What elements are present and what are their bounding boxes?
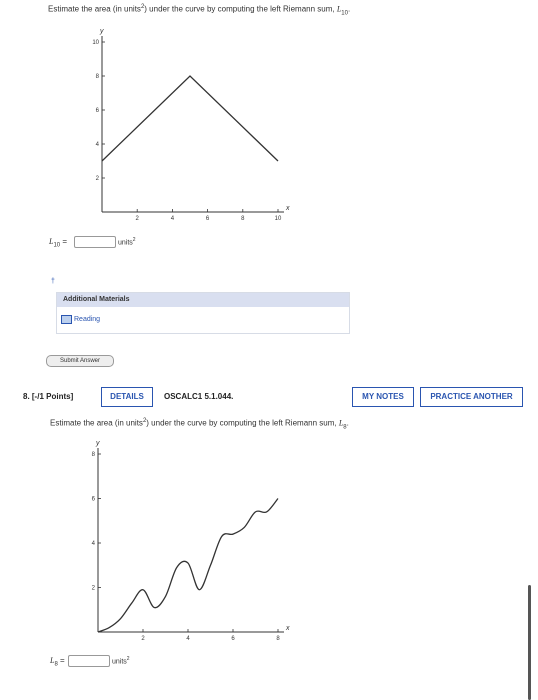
q7-answer-sub: 10	[53, 242, 61, 249]
q7-prompt-text-2: ) under the curve by computing the left Riemann sum,	[144, 4, 335, 14]
q7-graph	[60, 24, 300, 234]
book-icon	[61, 315, 72, 324]
q8-code: OSCALC1 5.1.044.	[164, 392, 234, 401]
reading-link-text[interactable]: Reading	[74, 316, 101, 323]
y-tick-label: 6	[95, 108, 99, 114]
x-tick-label: 8	[241, 216, 245, 222]
q8-units-sup: 2	[126, 656, 130, 662]
details-button[interactable]: DETAILS	[101, 387, 153, 407]
x-tick-label: 6	[205, 216, 210, 222]
page-scrollbar[interactable]	[528, 585, 531, 700]
y-tick-label: 8	[95, 74, 99, 80]
y-tick-label: 4	[95, 142, 99, 148]
y-axis-label: y	[96, 440, 100, 447]
q8-answer-eq: =	[60, 656, 65, 665]
q7-prompt: Estimate the area (in units$^2$) under the curve by computing the left Riemann sum, $L_{10}$.	[48, 4, 351, 17]
q7-answer-sym: L	[49, 237, 54, 246]
q7-answer-label	[49, 237, 67, 249]
q7-sum-sub: 10	[341, 10, 348, 17]
q7-prompt-text: Estimate the area (in units	[48, 4, 141, 14]
q8-sum-sub: 8	[343, 424, 347, 431]
y-tick-label: 10	[92, 40, 99, 46]
x-tick-label: 6	[231, 636, 235, 642]
y-tick-label: 6	[91, 496, 95, 503]
q7-units-sup: 2	[132, 237, 136, 243]
x-axis-label: x	[286, 625, 290, 632]
y-tick-label: 2	[91, 585, 95, 592]
q8-prompt-sup: 2	[142, 418, 147, 424]
q8-answer-label	[50, 656, 65, 668]
q8-prompt-text: Estimate the area (in units	[50, 418, 143, 428]
x-tick-label: 4	[186, 636, 190, 642]
q8-prompt-text-2: ) under the curve by computing the left Riemann sum,	[146, 418, 337, 428]
x-tick-label: 4	[170, 216, 175, 222]
my-notes-button[interactable]: MY NOTES	[352, 387, 414, 407]
q7-prompt-sup: 2	[140, 4, 145, 10]
curve-line	[102, 76, 278, 161]
x-tick-label: 8	[276, 636, 280, 642]
q7-units-text: units	[118, 239, 133, 247]
q7-answer-input[interactable]	[74, 236, 116, 248]
y-tick-label: 4	[91, 541, 95, 547]
q8-units	[112, 656, 130, 665]
y-axis-label: y	[100, 28, 104, 35]
curve-line	[98, 499, 278, 633]
submit-answer-button[interactable]: Submit Answer	[46, 355, 114, 367]
q8-answer-input[interactable]	[68, 655, 110, 667]
q8-answer-sub: 8	[54, 661, 58, 668]
x-tick-label: 2	[141, 636, 145, 642]
y-tick-label: 2	[95, 176, 99, 182]
additional-materials-panel	[56, 292, 350, 334]
y-tick-label: 8	[91, 452, 95, 458]
q7-answer-eq: =	[62, 237, 68, 246]
q7-units	[118, 237, 136, 246]
x-tick-label: 10	[274, 216, 282, 222]
q7-sum-symbol: L	[336, 4, 342, 14]
q8-prompt: Estimate the area (in units$^2$) under the curve by computing the left Riemann sum, $L_8$.	[50, 418, 349, 431]
q8-answer-sym: L	[50, 656, 55, 665]
practice-another-button[interactable]: PRACTICE ANOTHER	[420, 387, 523, 407]
q7-dagger: †	[51, 278, 55, 285]
x-axis-label: x	[286, 205, 290, 212]
additional-materials-title: Additional Materials	[57, 293, 349, 307]
reading-link[interactable]	[57, 307, 349, 324]
q8-graph	[60, 436, 300, 646]
x-tick-label: 2	[135, 216, 139, 222]
q8-units-text: units	[112, 658, 127, 666]
q8-sum-symbol: L	[338, 418, 344, 428]
q8-header: 8. [-/1 Points]	[23, 392, 74, 401]
